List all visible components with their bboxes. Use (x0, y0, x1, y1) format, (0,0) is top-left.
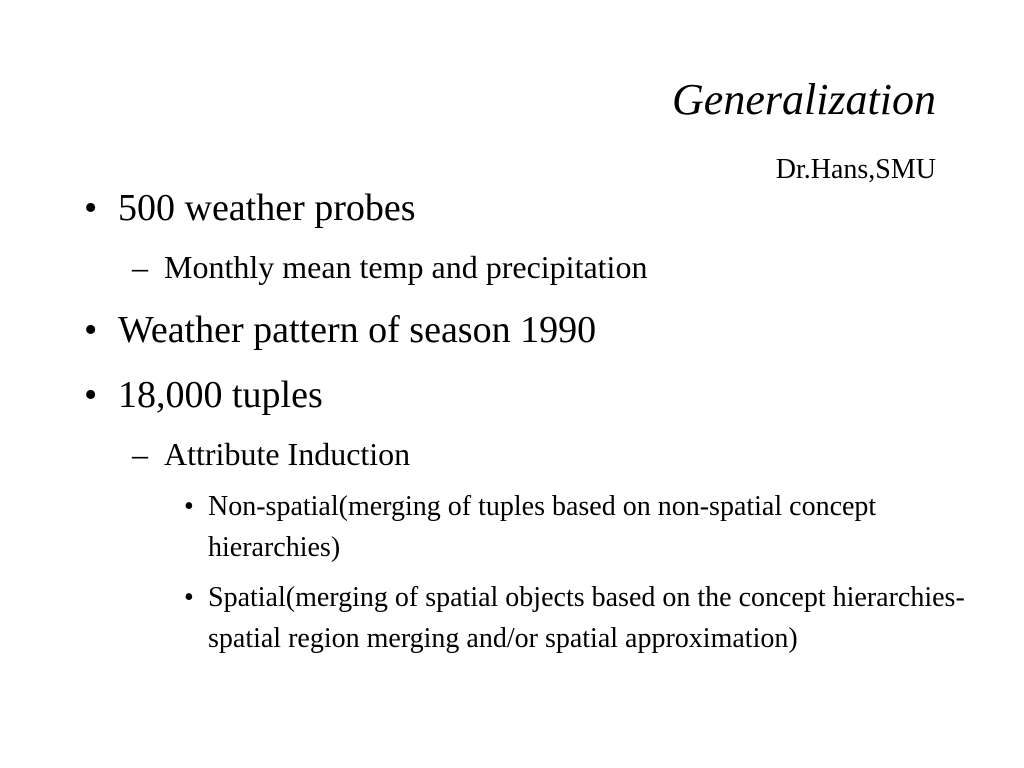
bullet-marker: • (84, 374, 98, 416)
sub-item-text: Attribute Induction (164, 436, 411, 472)
bullet-marker: • (184, 582, 194, 613)
sub-item-attribute-induction (132, 436, 411, 472)
bullet-text: 500 weather probes (118, 187, 416, 229)
sub-sub-item-text: Non-spatial(merging of tuples based on non-spatial concept hierarchies) (208, 491, 877, 563)
slide-title: Generalization (672, 75, 936, 124)
dash-marker: – (132, 436, 148, 472)
sub-item-monthly-mean (132, 249, 648, 285)
bullet-item-weather-pattern (84, 309, 597, 351)
sub-sub-item-spatial (184, 577, 978, 659)
slide-author: Dr.Hans,SMU (775, 154, 936, 185)
bullet-marker: • (84, 187, 98, 229)
sub-item-text: Monthly mean temp and precipitation (164, 249, 648, 285)
sub-sub-item-text: Spatial(merging of spatial objects based on the concept hierarchies-spatial region merging and/or spatial approximation) (208, 582, 965, 654)
bullet-text: 18,000 tuples (118, 374, 323, 416)
bullet-text: Weather pattern of season 1990 (118, 309, 597, 351)
sub-sub-item-non-spatial (184, 486, 928, 568)
bullet-item-tuples (84, 374, 323, 416)
bullet-marker: • (84, 309, 98, 351)
dash-marker: – (132, 249, 148, 285)
bullet-marker: • (184, 491, 194, 522)
bullet-item-weather-probes (84, 187, 416, 229)
